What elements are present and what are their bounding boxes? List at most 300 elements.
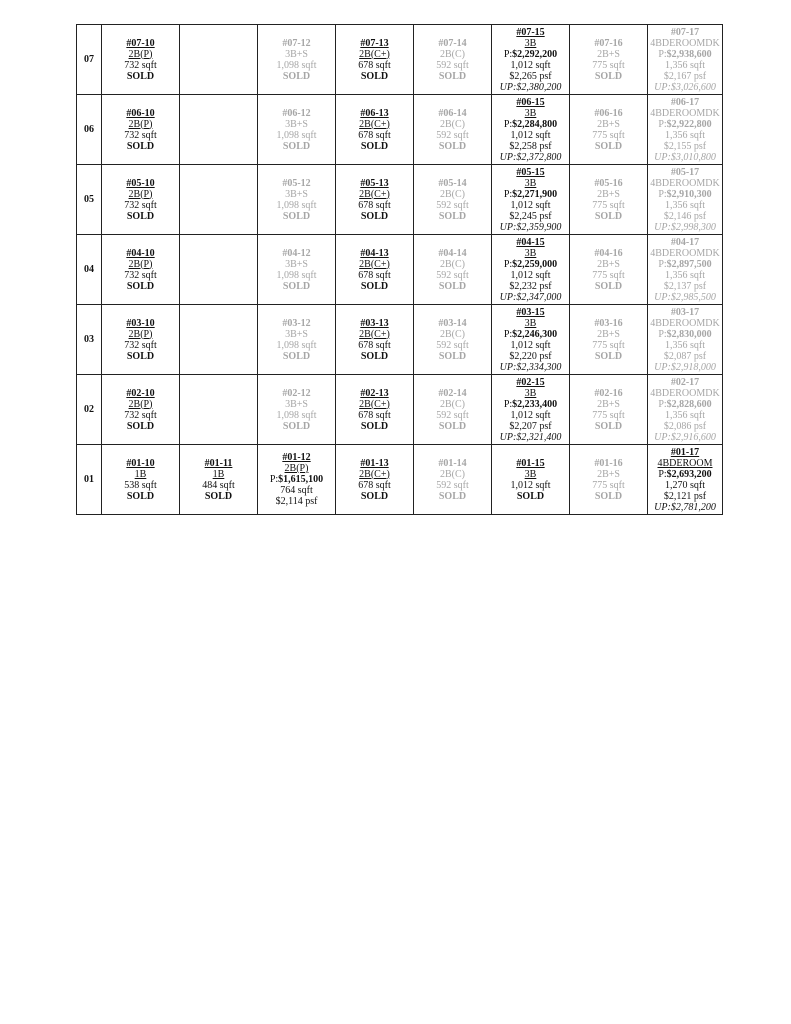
unit-number-link[interactable]: #07-15: [516, 26, 545, 38]
sold-status: SOLD: [126, 280, 155, 292]
unit-area: 732 sqft: [124, 59, 157, 71]
unit-psf: $2,232 psf: [509, 280, 552, 292]
unit-number-link: #07-12: [282, 37, 311, 49]
price-prefix: P:: [503, 48, 513, 60]
empty-unit-cell: [180, 375, 258, 445]
sold-status: SOLD: [438, 140, 467, 152]
unit-type-link: 2B(C): [440, 48, 465, 60]
unit-number-link[interactable]: #01-15: [516, 457, 545, 469]
unit-number-link: #05-14: [438, 177, 467, 189]
unit-type-link: 2B+S: [597, 468, 620, 480]
unit-number-link: #02-12: [282, 387, 311, 399]
unit-cell: [648, 165, 723, 235]
unit-area: 592 sqft: [436, 199, 469, 211]
unit-type-link: 2B+S: [597, 118, 620, 130]
unit-type-link[interactable]: 2B(C+): [359, 118, 390, 130]
unit-up-price: UP:$2,347,000: [499, 291, 562, 303]
unit-area: 1,098 sqft: [276, 409, 317, 421]
unit-up-price: UP:$3,010,800: [654, 151, 716, 163]
unit-number-link: #03-16: [594, 317, 623, 329]
unit-type-link[interactable]: 3B: [524, 37, 537, 49]
unit-area: 1,012 sqft: [510, 269, 551, 281]
unit-cell: [648, 445, 723, 515]
floor-label: 03: [77, 305, 102, 375]
unit-type-link: 2B(C): [440, 398, 465, 410]
sold-status: SOLD: [438, 420, 467, 432]
unit-up-price: UP:$2,916,600: [654, 431, 716, 443]
price-value: $2,830,000: [666, 328, 712, 340]
unit-number-link[interactable]: #05-13: [360, 177, 389, 189]
unit-type-link: 3B+S: [285, 188, 308, 200]
unit-type-link[interactable]: 2B(C+): [359, 468, 390, 480]
unit-cell: [492, 445, 570, 515]
unit-up-price: UP:$2,918,000: [654, 361, 716, 373]
unit-area: 1,012 sqft: [510, 59, 551, 71]
unit-price: [648, 189, 722, 200]
unit-number-link: #04-14: [438, 247, 467, 259]
unit-cell: [258, 95, 336, 165]
unit-price: [648, 119, 722, 130]
unit-number-link: #07-14: [438, 37, 467, 49]
unit-price: [492, 329, 569, 340]
sold-status: SOLD: [360, 350, 389, 362]
unit-type-link[interactable]: 2B(C+): [359, 328, 390, 340]
unit-cell: [102, 235, 180, 305]
unit-number-link: #02-14: [438, 387, 467, 399]
unit-cell: [414, 375, 492, 445]
unit-psf: $2,167 psf: [663, 70, 707, 82]
price-value: $2,284,800: [512, 118, 558, 130]
unit-number-link[interactable]: #02-13: [360, 387, 389, 399]
unit-number-link: #04-12: [282, 247, 311, 259]
floor-label: 01: [77, 445, 102, 515]
empty-unit-cell: [180, 95, 258, 165]
unit-type-link[interactable]: 3B: [524, 468, 537, 480]
unit-number-link[interactable]: #03-13: [360, 317, 389, 329]
unit-up-price: UP:$2,321,400: [499, 431, 562, 443]
sold-status: SOLD: [438, 70, 467, 82]
unit-area: 775 sqft: [592, 129, 625, 141]
unit-type-link[interactable]: 2B(P): [128, 258, 153, 270]
sold-status: SOLD: [594, 350, 623, 362]
unit-area: 1,356 sqft: [665, 59, 705, 71]
unit-number-link: #07-16: [594, 37, 623, 49]
unit-up-price: UP:$2,359,900: [499, 221, 562, 233]
price-prefix: P:: [503, 328, 513, 340]
sold-status: SOLD: [360, 420, 389, 432]
unit-type-link: 3B+S: [285, 398, 308, 410]
unit-number-link[interactable]: #03-15: [516, 306, 545, 318]
unit-cell: [414, 25, 492, 95]
unit-cell: [414, 235, 492, 305]
unit-type-link[interactable]: 2B(P): [128, 398, 153, 410]
price-prefix: P:: [503, 398, 513, 410]
unit-area: 764 sqft: [280, 485, 313, 496]
price-prefix: P:: [503, 258, 513, 270]
unit-cell: [102, 25, 180, 95]
unit-area: 1,356 sqft: [665, 269, 705, 281]
sold-status: SOLD: [360, 70, 389, 82]
unit-area: 592 sqft: [436, 409, 469, 421]
floor-row: [77, 375, 723, 445]
price-value: $2,292,200: [512, 48, 558, 60]
price-prefix: P:: [658, 328, 667, 340]
sold-status: SOLD: [126, 420, 155, 432]
unit-area: 1,356 sqft: [665, 129, 705, 141]
unit-number-link[interactable]: #04-10: [126, 247, 155, 259]
unit-number-link[interactable]: #07-13: [360, 37, 389, 49]
unit-area: 1,012 sqft: [510, 479, 551, 491]
unit-number-link[interactable]: #01-17: [670, 446, 700, 458]
unit-type-link[interactable]: 2B(P): [284, 463, 309, 474]
unit-cell: [492, 375, 570, 445]
floor-row: [77, 235, 723, 305]
unit-cell: [102, 95, 180, 165]
unit-number-link[interactable]: #02-10: [126, 387, 155, 399]
unit-number-link: #05-16: [594, 177, 623, 189]
unit-number-link: #06-14: [438, 107, 467, 119]
floor-row: [77, 165, 723, 235]
unit-area: 1,098 sqft: [276, 59, 317, 71]
unit-cell: [258, 25, 336, 95]
sold-status: SOLD: [126, 210, 155, 222]
unit-area: 1,012 sqft: [510, 129, 551, 141]
unit-number-link[interactable]: #01-13: [360, 457, 389, 469]
price-prefix: P:: [658, 118, 667, 130]
unit-cell: [492, 25, 570, 95]
unit-area: 678 sqft: [358, 199, 391, 211]
unit-area: 678 sqft: [358, 339, 391, 351]
unit-number-link: #03-14: [438, 317, 467, 329]
unit-up-price: UP:$3,026,600: [654, 81, 716, 93]
unit-area: 1,012 sqft: [510, 409, 551, 421]
unit-type-link[interactable]: 2B(C+): [359, 188, 390, 200]
unit-cell: [258, 445, 336, 515]
price-prefix: P:: [269, 474, 279, 485]
price-value: $2,271,900: [512, 188, 558, 200]
price-prefix: P:: [658, 258, 667, 270]
unit-cell: [648, 25, 723, 95]
unit-price: [492, 189, 569, 200]
unit-area: 592 sqft: [436, 339, 469, 351]
unit-price: [492, 49, 569, 60]
unit-psf: $2,114 psf: [275, 496, 318, 507]
unit-number-link: #03-12: [282, 317, 311, 329]
unit-area: 592 sqft: [436, 59, 469, 71]
unit-cell: [492, 165, 570, 235]
unit-number-link: #01-14: [438, 457, 467, 469]
unit-type-link[interactable]: 3B: [524, 247, 537, 259]
table-body: [77, 25, 723, 515]
floor-label: 07: [77, 25, 102, 95]
unit-number-link[interactable]: #01-11: [204, 457, 233, 469]
unit-cell: [336, 25, 414, 95]
empty-unit-cell: [180, 25, 258, 95]
price-value: $2,897,500: [666, 258, 712, 270]
unit-number-link: #04-16: [594, 247, 623, 259]
unit-type-link[interactable]: 1B: [212, 468, 225, 480]
unit-cell: [648, 235, 723, 305]
sold-status: SOLD: [282, 280, 311, 292]
sold-status: SOLD: [438, 280, 467, 292]
unit-type-link: 3B+S: [285, 118, 308, 130]
unit-area: 678 sqft: [358, 269, 391, 281]
unit-number-link: #03-17: [670, 306, 700, 318]
unit-number-link[interactable]: #07-10: [126, 37, 155, 49]
unit-type-link[interactable]: 2B(C+): [359, 48, 390, 60]
price-value: $2,693,200: [666, 468, 712, 480]
unit-area: 775 sqft: [592, 269, 625, 281]
unit-type-link[interactable]: 2B(C+): [359, 258, 390, 270]
unit-cell: [414, 165, 492, 235]
unit-type-link: 3B+S: [285, 48, 308, 60]
unit-area: 1,012 sqft: [510, 199, 551, 211]
sold-status: SOLD: [594, 490, 623, 502]
unit-area: 592 sqft: [436, 479, 469, 491]
sold-status: SOLD: [594, 210, 623, 222]
unit-area: 775 sqft: [592, 409, 625, 421]
sold-status: SOLD: [282, 210, 311, 222]
price-value: $2,910,300: [666, 188, 712, 200]
unit-psf: $2,207 psf: [509, 420, 552, 432]
sold-status: SOLD: [126, 350, 155, 362]
unit-number-link: #02-17: [670, 376, 700, 388]
unit-cell: [570, 25, 648, 95]
unit-cell: [570, 95, 648, 165]
floor-row: [77, 95, 723, 165]
unit-psf: $2,121 psf: [663, 490, 707, 502]
sold-status: SOLD: [594, 140, 623, 152]
sold-status: SOLD: [360, 280, 389, 292]
unit-type-link: 4BDEROOMDK: [650, 37, 720, 49]
unit-type-link: 2B(C): [440, 328, 465, 340]
unit-price: [648, 469, 722, 480]
unit-up-price: UP:$2,380,200: [499, 81, 562, 93]
unit-number-link[interactable]: #06-15: [516, 96, 545, 108]
unit-area: 1,098 sqft: [276, 129, 317, 141]
unit-area: 732 sqft: [124, 409, 157, 421]
sold-status: SOLD: [282, 140, 311, 152]
floor-row: [77, 445, 723, 515]
sold-status: SOLD: [594, 420, 623, 432]
price-value: $2,233,400: [512, 398, 558, 410]
unit-up-price: UP:$2,334,300: [499, 361, 562, 373]
unit-number-link[interactable]: #05-10: [126, 177, 155, 189]
unit-cell: [570, 165, 648, 235]
sold-status: SOLD: [126, 140, 155, 152]
unit-cell: [492, 95, 570, 165]
unit-area: 775 sqft: [592, 339, 625, 351]
unit-cell: [648, 375, 723, 445]
unit-area: 1,098 sqft: [276, 339, 317, 351]
sold-status: SOLD: [126, 490, 155, 502]
price-prefix: P:: [658, 48, 667, 60]
unit-number-link[interactable]: #04-15: [516, 236, 545, 248]
sold-status: SOLD: [282, 420, 311, 432]
unit-number-link[interactable]: #06-13: [360, 107, 389, 119]
floor-row: [77, 305, 723, 375]
unit-type-link: 4BDEROOMDK: [650, 177, 720, 189]
price-value: $2,922,800: [666, 118, 712, 130]
unit-psf: $2,155 psf: [663, 140, 707, 152]
unit-area: 732 sqft: [124, 199, 157, 211]
unit-type-link: 4BDEROOMDK: [650, 317, 720, 329]
unit-number-link: #07-17: [670, 26, 700, 38]
floor-label: 06: [77, 95, 102, 165]
unit-area: 1,098 sqft: [276, 269, 317, 281]
sold-status: SOLD: [438, 210, 467, 222]
unit-cell: [648, 305, 723, 375]
unit-number-link[interactable]: #05-15: [516, 166, 545, 178]
unit-type-link[interactable]: 2B(P): [128, 48, 153, 60]
unit-type-link[interactable]: 2B(C+): [359, 398, 390, 410]
unit-number-link[interactable]: #01-10: [126, 457, 155, 469]
sold-status: SOLD: [126, 70, 155, 82]
unit-cell: [102, 445, 180, 515]
unit-number-link: #06-12: [282, 107, 311, 119]
sold-status: SOLD: [282, 70, 311, 82]
unit-cell: [336, 375, 414, 445]
unit-cell: [336, 305, 414, 375]
unit-cell: [570, 235, 648, 305]
unit-area: 678 sqft: [358, 409, 391, 421]
unit-up-price: UP:$2,781,200: [654, 501, 716, 513]
unit-number-link[interactable]: #03-10: [126, 317, 155, 329]
unit-psf: $2,245 psf: [509, 210, 552, 222]
unit-type-link: 2B+S: [597, 188, 620, 200]
unit-up-price: UP:$2,998,300: [654, 221, 716, 233]
sold-status: SOLD: [360, 140, 389, 152]
unit-area: 1,098 sqft: [276, 199, 317, 211]
unit-cell: [570, 375, 648, 445]
unit-psf: $2,258 psf: [509, 140, 552, 152]
unit-area: 592 sqft: [436, 269, 469, 281]
unit-type-link[interactable]: 3B: [524, 317, 537, 329]
empty-unit-cell: [180, 305, 258, 375]
unit-cell: [102, 375, 180, 445]
unit-number-link: #01-16: [594, 457, 623, 469]
unit-type-link[interactable]: 2B(P): [128, 328, 153, 340]
unit-price: [648, 399, 722, 410]
unit-type-link[interactable]: 2B(P): [128, 188, 153, 200]
unit-area: 732 sqft: [124, 129, 157, 141]
unit-cell: [336, 445, 414, 515]
unit-number-link[interactable]: #06-10: [126, 107, 155, 119]
empty-unit-cell: [180, 165, 258, 235]
unit-price: [492, 399, 569, 410]
unit-type-link: 3B+S: [285, 328, 308, 340]
unit-type-link[interactable]: 3B: [524, 107, 537, 119]
price-value: $1,615,100: [278, 474, 324, 485]
unit-type-link[interactable]: 3B: [524, 177, 537, 189]
price-prefix: P:: [658, 468, 667, 480]
price-value: $2,246,300: [512, 328, 558, 340]
unit-type-link: 4BDEROOMDK: [650, 247, 720, 259]
unit-type-link[interactable]: 1B: [134, 468, 147, 480]
unit-number-link: #04-17: [670, 236, 700, 248]
unit-type-link: 3B+S: [285, 258, 308, 270]
unit-area: 1,356 sqft: [665, 339, 705, 351]
unit-number-link: #06-16: [594, 107, 623, 119]
unit-number-link[interactable]: #02-15: [516, 376, 545, 388]
unit-psf: $2,220 psf: [509, 350, 552, 362]
sold-status: SOLD: [282, 350, 311, 362]
sold-status: SOLD: [360, 210, 389, 222]
unit-cell: [570, 445, 648, 515]
unit-price: [492, 119, 569, 130]
unit-area: 678 sqft: [358, 59, 391, 71]
unit-type-link: 2B+S: [597, 258, 620, 270]
unit-number-link[interactable]: #04-13: [360, 247, 389, 259]
unit-cell: [336, 95, 414, 165]
unit-cell: [102, 165, 180, 235]
unit-number-link: #05-12: [282, 177, 311, 189]
unit-up-price: UP:$2,985,500: [654, 291, 716, 303]
unit-area: 678 sqft: [358, 479, 391, 491]
unit-cell: [414, 95, 492, 165]
unit-area: 775 sqft: [592, 59, 625, 71]
unit-area: 678 sqft: [358, 129, 391, 141]
unit-cell: [414, 305, 492, 375]
sold-status: SOLD: [594, 280, 623, 292]
unit-cell: [258, 165, 336, 235]
sold-status: SOLD: [360, 490, 389, 502]
unit-cell: [492, 235, 570, 305]
floor-label: 05: [77, 165, 102, 235]
price-value: $2,828,600: [666, 398, 712, 410]
unit-type-link: 4BDEROOMDK: [650, 107, 720, 119]
unit-area: 732 sqft: [124, 339, 157, 351]
unit-type-link: 2B(C): [440, 118, 465, 130]
unit-price: [648, 49, 722, 60]
unit-psf: $2,137 psf: [663, 280, 707, 292]
unit-type-link: 2B+S: [597, 398, 620, 410]
unit-area: 1,270 sqft: [665, 479, 705, 491]
sold-status: SOLD: [594, 70, 623, 82]
sold-status: SOLD: [438, 490, 467, 502]
price-value: $2,938,600: [666, 48, 712, 60]
floor-row: [77, 25, 723, 95]
empty-unit-cell: [180, 235, 258, 305]
unit-cell: [258, 235, 336, 305]
unit-area: 592 sqft: [436, 129, 469, 141]
unit-area: 484 sqft: [202, 479, 235, 491]
unit-area: 775 sqft: [592, 199, 625, 211]
unit-area: 775 sqft: [592, 479, 625, 491]
unit-type-link[interactable]: 3B: [524, 387, 537, 399]
unit-number-link: #05-17: [670, 166, 700, 178]
unit-type-link[interactable]: 4BDEROOM: [657, 457, 713, 469]
unit-number-link: #06-17: [670, 96, 700, 108]
price-prefix: P:: [503, 188, 513, 200]
sold-status: SOLD: [438, 350, 467, 362]
sold-status: SOLD: [204, 490, 233, 502]
unit-cell: [492, 305, 570, 375]
unit-number-link[interactable]: #01-12: [282, 452, 311, 463]
price-prefix: P:: [503, 118, 513, 130]
unit-area: 538 sqft: [124, 479, 157, 491]
unit-type-link: 2B(C): [440, 188, 465, 200]
unit-number-link: #02-16: [594, 387, 623, 399]
unit-type-link: 4BDEROOMDK: [650, 387, 720, 399]
floor-label: 02: [77, 375, 102, 445]
unit-price: [492, 259, 569, 270]
unit-psf: $2,265 psf: [509, 70, 552, 82]
price-prefix: P:: [658, 188, 667, 200]
unit-type-link[interactable]: 2B(P): [128, 118, 153, 130]
unit-cell: [336, 235, 414, 305]
unit-type-link: 2B(C): [440, 468, 465, 480]
